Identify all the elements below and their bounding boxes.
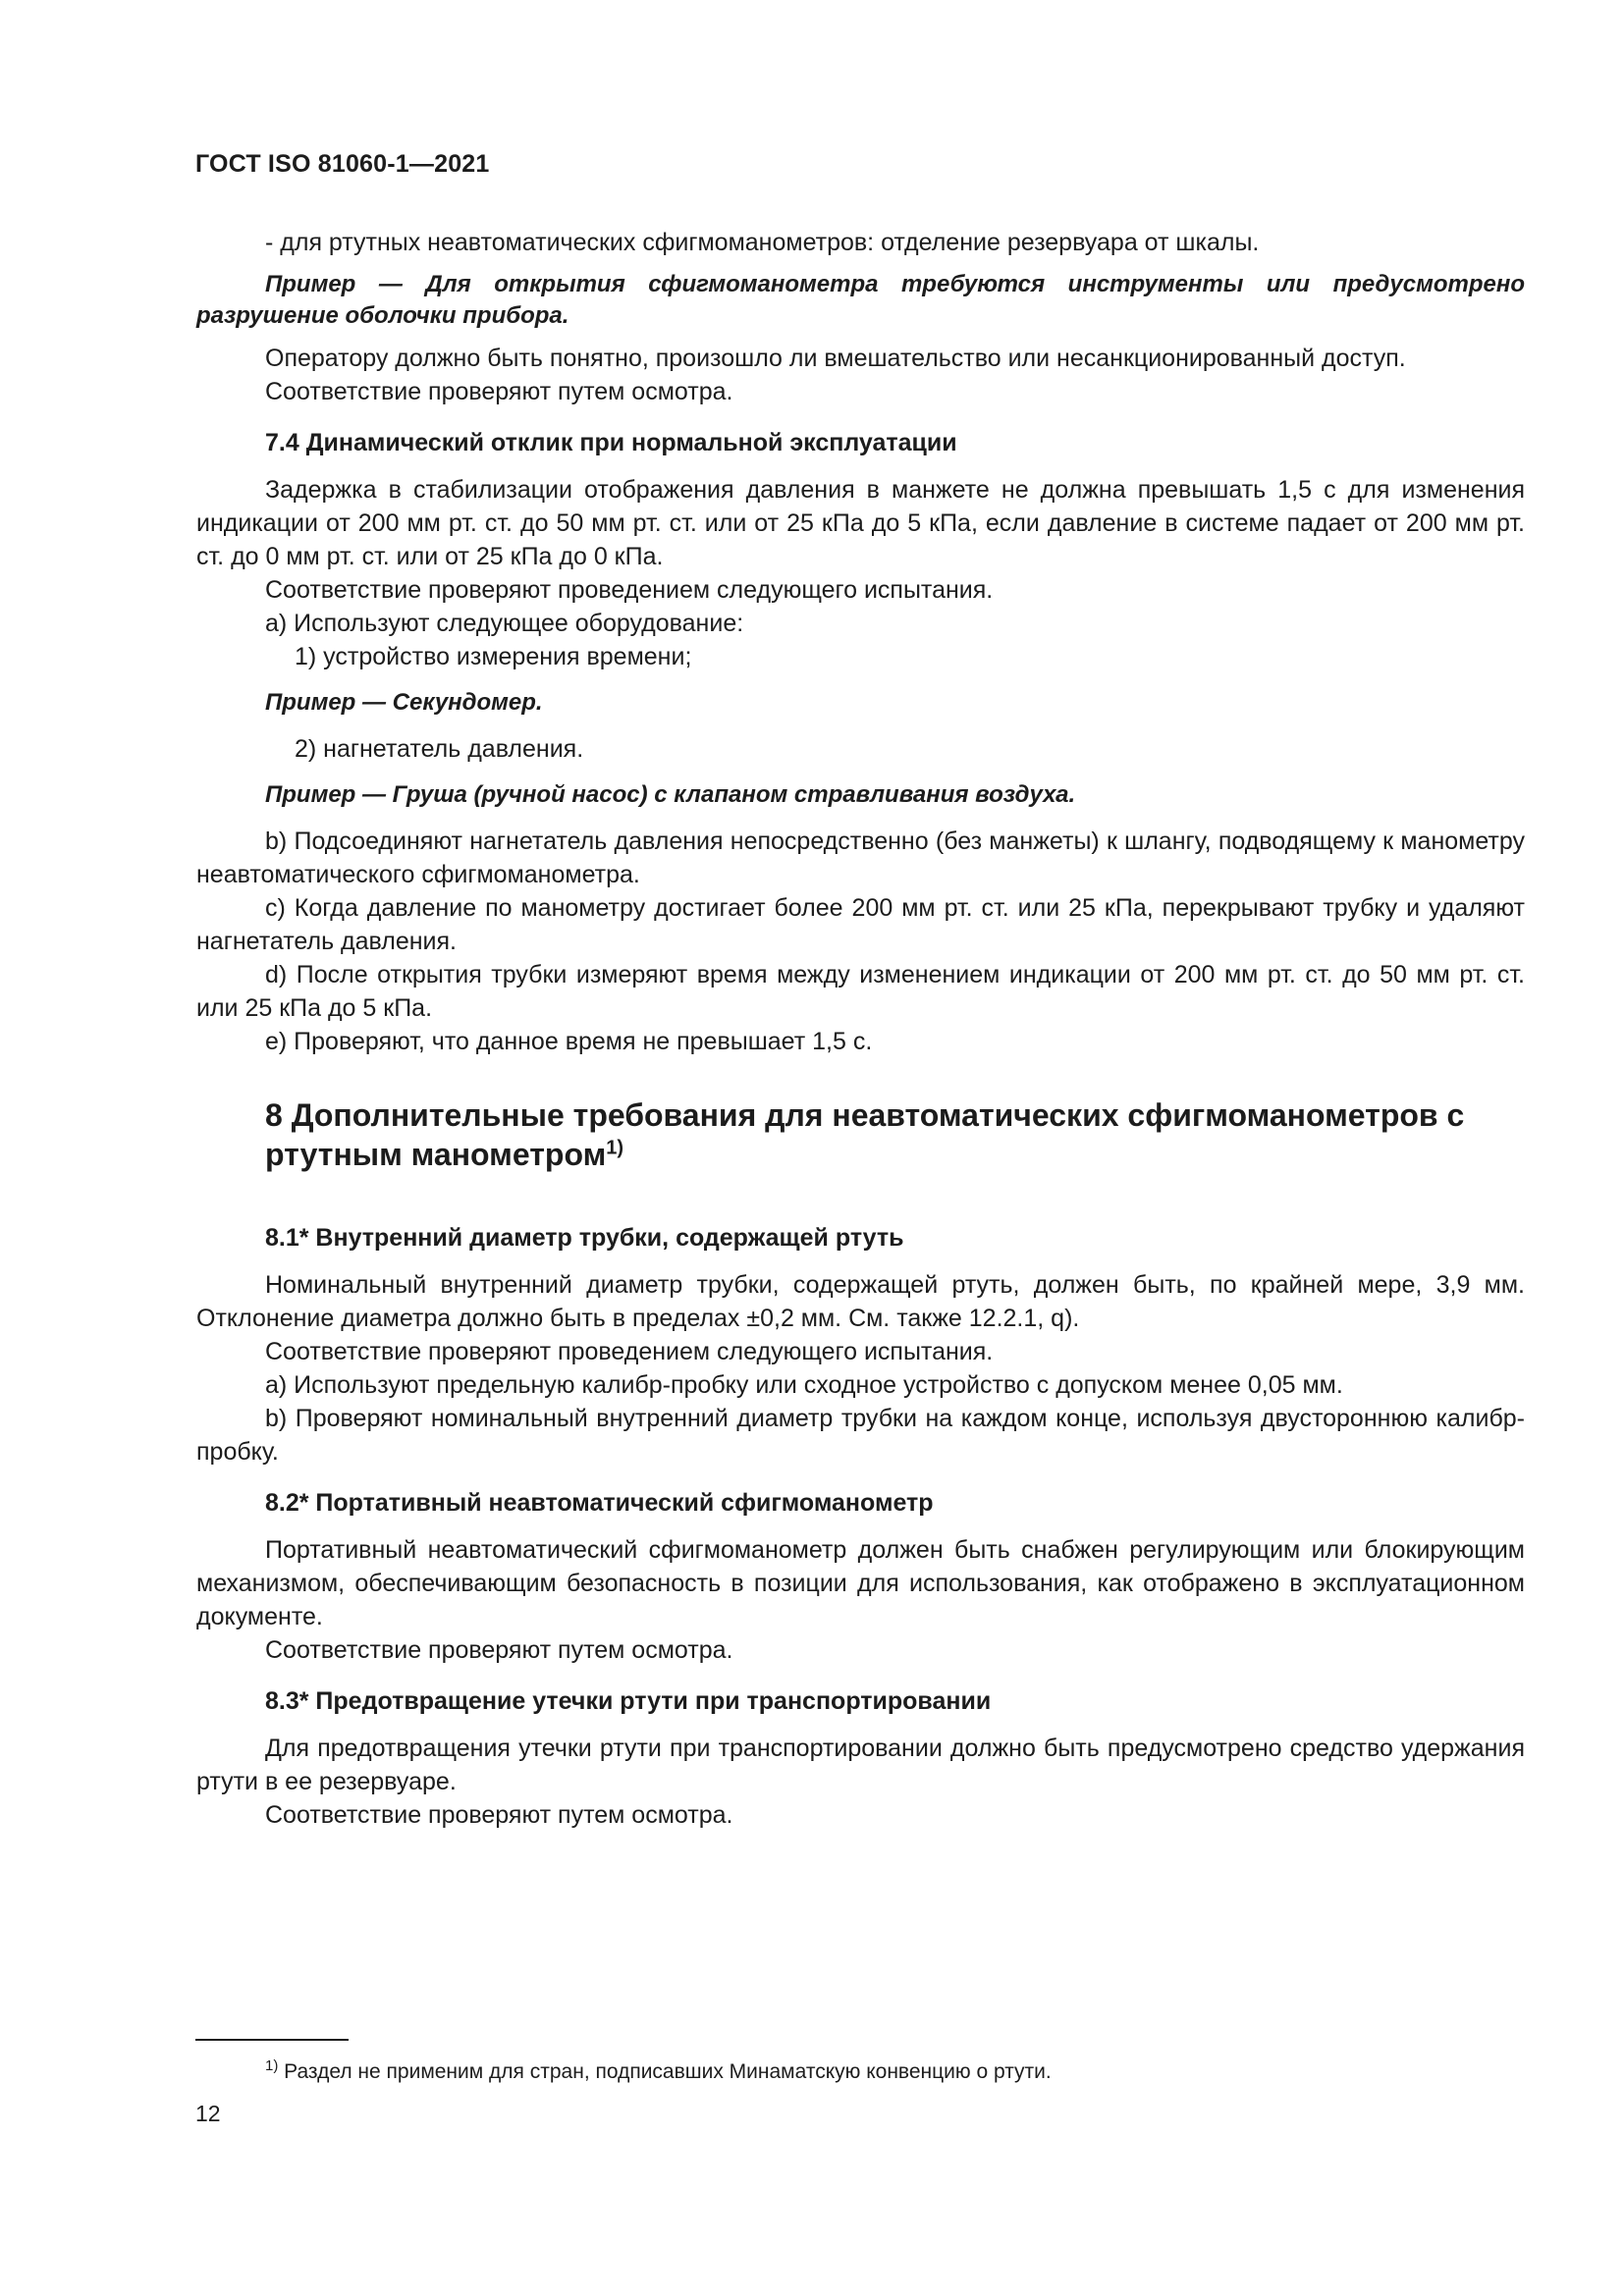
paragraph-mercury-dash: - для ртутных неавтоматических сфигмоманометров: отделение резервуара от шкалы.	[265, 229, 1260, 256]
list-item-e: e) Проверяют, что данное время не превышает 1,5 с.	[265, 1028, 873, 1055]
list-item-d: d) После открытия трубки измеряют время между изменением индикации от 200 мм рт. ст. до 50 мм рт. ст. или 25 кПа до 5 кПа.	[196, 961, 1525, 1022]
page-number: 12	[195, 2101, 221, 2126]
list-item-8-1-a: a) Используют предельную калибр-пробку или сходное устройство с допуском менее 0,05 мм.	[265, 1371, 1343, 1399]
section-8-title	[196, 1095, 1525, 1174]
paragraph-compliance: Соответствие проверяют путем осмотра.	[265, 1636, 733, 1664]
list-item-b: b) Подсоединяют нагнетатель давления непосредственно (без манжеты) к шлангу, подводящему к манометру неавтоматического сфигмоманометра.	[196, 828, 1525, 888]
example-stopwatch: Пример — Секундомер.	[265, 689, 543, 716]
section-7-4-title: 7.4 Динамический отклик при нормальной эксплуатации	[265, 429, 957, 456]
example-tools: Пример — Для открытия сфигмоманометра требуются инструменты или предусмотрено разрушение оболочки прибора.	[196, 271, 1525, 329]
footnote-divider	[195, 2039, 349, 2041]
section-8-3-title: 8.3* Предотвращение утечки ртути при транспортировании	[265, 1687, 992, 1715]
page-content	[196, 226, 1525, 1832]
list-item-a2: 2) нагнетатель давления.	[295, 735, 584, 763]
section-8-2-title: 8.2* Портативный неавтоматический сфигмоманометр	[265, 1489, 934, 1517]
footnote-reference: 1)	[606, 1137, 624, 1159]
list-item-a: a) Используют следующее оборудование:	[265, 610, 744, 637]
footnote-mark: 1)	[265, 2057, 279, 2074]
footnote-text: Раздел не применим для стран, подписавших Минаматскую конвенцию о ртути.	[278, 2060, 1052, 2083]
paragraph-8-3: Для предотвращения утечки ртути при транспортировании должно быть предусмотрено средство удержания ртути в ее резервуаре.	[196, 1735, 1525, 1795]
paragraph-7-4: Задержка в стабилизации отображения давления в манжете не должна превышать 1,5 с для изменения индикации от 200 мм рт. ст. до 50 мм рт. ст. или от 25 кПа до 5 кПа, если давление в системе падает от 200 мм рт. ст. до 0 мм рт. ст. или от 25 кПа до 0 кПа.	[196, 476, 1525, 570]
paragraph-operator: Оператору должно быть понятно, произошло ли вмешательство или несанкционированный доступ.	[265, 345, 1406, 372]
paragraph-compliance: Соответствие проверяют проведением следующего испытания.	[265, 1338, 994, 1365]
paragraph-8-2: Портативный неавтоматический сфигмоманометр должен быть снабжен регулирующим или блокирующим механизмом, обеспечивающим безопасность в позиции для использования, как отображено в эксплуатационном документе.	[196, 1536, 1525, 1630]
list-item-c: c) Когда давление по манометру достигает более 200 мм рт. ст. или 25 кПа, перекрывают трубку и удаляют нагнетатель давления.	[196, 894, 1525, 955]
footnote	[265, 2052, 1052, 2087]
document-header: ГОСТ ISO 81060-1—2021	[195, 150, 490, 178]
paragraph-compliance: Соответствие проверяют путем осмотра.	[265, 1801, 733, 1829]
section-8-1-title: 8.1* Внутренний диаметр трубки, содержащей ртуть	[265, 1224, 904, 1252]
paragraph-8-1: Номинальный внутренний диаметр трубки, содержащей ртуть, должен быть, по крайней мере, 3,9 мм. Отклонение диаметра должно быть в пределах ±0,2 мм. См. также 12.2.1, q).	[196, 1271, 1525, 1332]
paragraph-compliance: Соответствие проверяют путем осмотра.	[265, 378, 733, 405]
paragraph-compliance: Соответствие проверяют проведением следующего испытания.	[265, 576, 994, 604]
example-bulb: Пример — Груша (ручной насос) с клапаном стравливания воздуха.	[265, 781, 1076, 808]
list-item-a1: 1) устройство измерения времени;	[295, 643, 692, 670]
section-8-title-text: 8 Дополнительные требования для неавтоматических сфигмоманометров с ртутным манометром	[265, 1097, 1465, 1172]
list-item-8-1-b: b) Проверяют номинальный внутренний диаметр трубки на каждом конце, используя двустороннюю калибр-пробку.	[196, 1405, 1525, 1466]
